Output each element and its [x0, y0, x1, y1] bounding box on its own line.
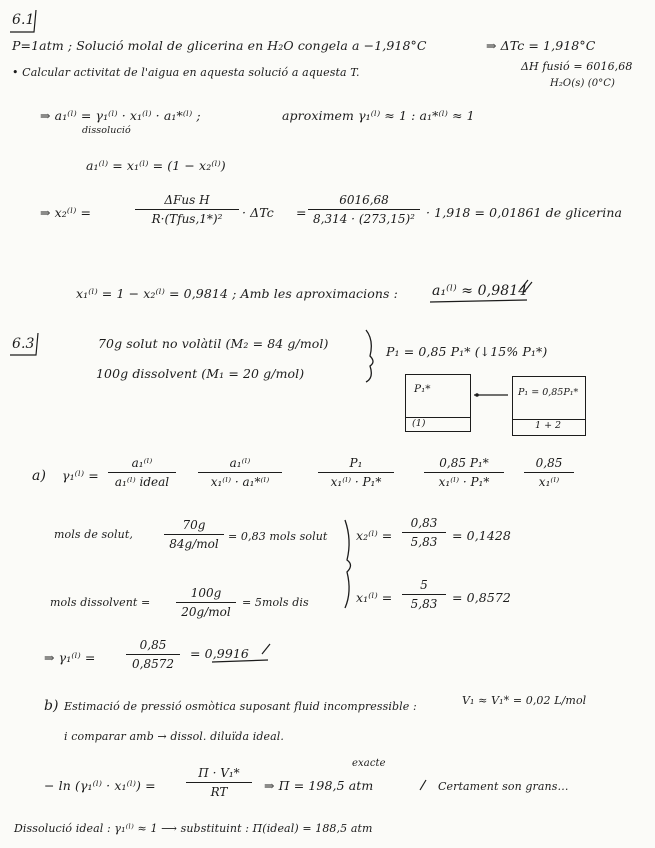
- s63-solution-box: [512, 376, 586, 436]
- s63-gamma-frac-5: [524, 456, 574, 489]
- s63-part-b-text: Estimació de pressió osmòtica suposant fluid incompressible :: [64, 700, 417, 713]
- s63-g-den: 0,8572: [132, 657, 174, 671]
- s61-activity-eq: a₁⁽ˡ⁾ = x₁⁽ˡ⁾ = (1 − x₂⁽ˡ⁾): [86, 158, 226, 173]
- s63-x2-lhs: x₂⁽ˡ⁾ =: [356, 528, 393, 543]
- s63-part-a-label: a): [32, 468, 47, 484]
- s63-gamma-final-frac: [126, 638, 180, 671]
- s63-part-b-compare: i comparar amb → dissol. diluïda ideal.: [64, 730, 284, 743]
- s61-delta-tc: ⇒ ΔTc = 1,918°C: [486, 38, 596, 53]
- s63-mols-solut-frac: [164, 518, 224, 551]
- s63-ideal-line: Dissolució ideal : γ₁⁽ˡ⁾ ≈ 1 ⟶ substituint : Π(ideal) = 188,5 atm: [14, 822, 373, 835]
- s63-osm-num: Π · V₁*: [198, 766, 240, 780]
- s63-box1-label: P₁*: [414, 383, 431, 395]
- s61-dh-sub: H₂O(s) (0°C): [550, 78, 616, 89]
- s63-gamma-lhs: γ₁⁽ˡ⁾ =: [62, 468, 99, 483]
- s61-task-line: • Calcular activitat de l'aigua en aquesta solució a aquesta T.: [12, 66, 360, 79]
- s61-dissolucio-sub: dissolució: [82, 125, 131, 136]
- s63-pressure-relation: P₁ = 0,85 P₁* (↓15% P₁*): [386, 344, 548, 359]
- s61-fraction-tail: · ΔTc: [242, 205, 274, 220]
- s63-x1-result: = 0,8572: [452, 590, 511, 605]
- s63-frac2-num: a₁⁽ˡ⁾: [229, 456, 251, 470]
- s61-equals: =: [296, 205, 307, 220]
- s61-final-activity: a₁⁽ˡ⁾ ≈ 0,9814: [432, 283, 528, 299]
- s63-frac2-den: x₁⁽ˡ⁾ · a₁*⁽ˡ⁾: [210, 475, 270, 489]
- s61-statement-line: P=1atm ; Solució molal de glicerina en H₂O congela a −1,918°C: [12, 38, 427, 53]
- s61-fraction-den: R·(Tfus,1*)²: [151, 212, 223, 226]
- s63-frac4-den: x₁⁽ˡ⁾ · P₁*: [438, 475, 490, 489]
- s63-mols-solut-label: mols de solut,: [54, 528, 133, 541]
- s63-frac3-den: x₁⁽ˡ⁾ · P₁*: [330, 475, 382, 489]
- s63-x2-result: = 0,1428: [452, 528, 511, 543]
- s63-mols-dis-result: = 5mols dis: [242, 596, 309, 609]
- s63-gamma-final-lhs: ⇒ γ₁⁽ˡ⁾ =: [44, 650, 96, 665]
- s63-frac4-num: 0,85 P₁*: [439, 456, 489, 470]
- s61-fraction-formula: [135, 193, 239, 226]
- s63-x2-frac: [402, 516, 446, 549]
- s63-x1-num: 5: [420, 578, 428, 592]
- s63-x2-num: 0,83: [410, 516, 438, 530]
- s61-activity-def: ⇒ a₁⁽ˡ⁾ = γ₁⁽ˡ⁾ · x₁⁽ˡ⁾ · a₁*⁽ˡ⁾ ;: [40, 108, 201, 123]
- s63-frac1-den: a₁⁽ˡ⁾ ideal: [114, 475, 170, 489]
- s63-gamma-frac-2: [198, 456, 282, 489]
- s63-mols-dis-frac: [176, 586, 236, 619]
- s61-fraction-numeric: [308, 193, 420, 226]
- s63-box2-label: P₁ = 0,85P₁*: [518, 387, 579, 398]
- s61-fraction-num: ΔFus H: [164, 193, 210, 207]
- s63-frac5-den: x₁⁽ˡ⁾: [538, 475, 560, 489]
- s63-md-den: 20g/mol: [181, 605, 231, 619]
- s63-solute-data: 70g solut no volàtil (M₂ = 84 g/mol): [98, 336, 329, 351]
- s63-x1-den: 5,83: [410, 597, 438, 611]
- section-6-1-number: 6.1: [12, 12, 35, 28]
- s63-osmotic-result: ⇒ Π = 198,5 atm: [264, 778, 374, 793]
- section-6-3-number: 6.3: [12, 336, 35, 352]
- s63-md-num: 100g: [190, 586, 222, 600]
- s63-gamma-frac-1: [108, 456, 176, 489]
- s63-part-b-label: b): [44, 698, 59, 714]
- s63-gamma-final-result: = 0,9916: [190, 646, 249, 661]
- s63-box2-phase: 1 + 2: [535, 420, 562, 431]
- s63-mols-solut-result: = 0,83 mols solut: [228, 530, 328, 543]
- s63-x2-den: 5,83: [410, 535, 438, 549]
- s63-osmotic-frac: [186, 766, 252, 799]
- s63-frac5-num: 0,85: [535, 456, 563, 470]
- s63-g-num: 0,85: [139, 638, 167, 652]
- s63-frac3-num: P₁: [349, 456, 363, 470]
- s63-pure-solvent-box: [405, 374, 471, 432]
- s63-x1-frac: [402, 578, 446, 611]
- s61-dh-fusion: ΔH fusió = 6016,68: [521, 60, 633, 73]
- s63-osm-den: RT: [210, 785, 228, 799]
- s61-numeric-den: 8,314 · (273,15)²: [313, 212, 415, 226]
- s63-part-b-volume: V₁ ≈ V₁* = 0,02 L/mol: [462, 694, 587, 707]
- s63-ms-num: 70g: [182, 518, 206, 532]
- s63-gamma-frac-3: [318, 456, 394, 489]
- s63-osmotic-comment: Certament son grans…: [438, 780, 569, 793]
- s61-approx: aproximem γ₁⁽ˡ⁾ ≈ 1 : a₁*⁽ˡ⁾ ≈ 1: [282, 108, 475, 123]
- s61-numeric-result: · 1,918 = 0,01861 de glicerina: [426, 205, 623, 220]
- s63-osmotic-lhs: − ln (γ₁⁽ˡ⁾ · x₁⁽ˡ⁾) =: [44, 778, 156, 793]
- s61-numeric-num: 6016,68: [339, 193, 389, 207]
- s63-gamma-frac-4: [424, 456, 504, 489]
- s63-solvent-data: 100g dissolvent (M₁ = 20 g/mol): [96, 366, 305, 381]
- s63-ms-den: 84g/mol: [169, 537, 219, 551]
- s63-x1-lhs: x₁⁽ˡ⁾ =: [356, 590, 393, 605]
- s63-box1-phase: (1): [412, 418, 426, 429]
- s61-x2-lhs: ⇒ x₂⁽ˡ⁾ =: [40, 205, 92, 220]
- s63-mols-dis-label: mols dissolvent =: [50, 596, 151, 609]
- s61-x1-line: x₁⁽ˡ⁾ = 1 − x₂⁽ˡ⁾ = 0,9814 ; Amb les aproximacions :: [76, 286, 398, 301]
- s63-frac1-num: a₁⁽ˡ⁾: [131, 456, 153, 470]
- s63-osmotic-note: exacte: [352, 758, 386, 769]
